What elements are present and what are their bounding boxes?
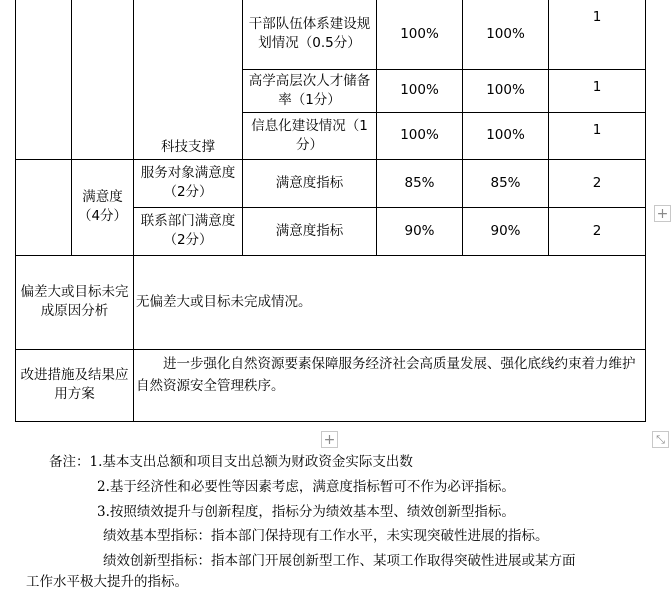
note-line: 绩效基本型指标：指本部门保持现有工作水平，未实现突破性进展的指标。 [103, 528, 549, 544]
indicator-cell: 信息化建设情况（1分） [243, 112, 377, 159]
note-line: 3.按照绩效提升与创新程度，指标分为绩效基本型、绩效创新型指标。 [97, 504, 515, 520]
score-cell: 1 [549, 112, 646, 159]
deviation-label: 偏差大或目标未完成原因分析 [16, 255, 134, 349]
category-cell [16, 159, 72, 255]
target-cell: 90% [377, 207, 463, 255]
resize-corner-icon[interactable]: ⤡ [652, 431, 669, 448]
score-cell: 2 [549, 159, 646, 207]
table-row [16, 69, 646, 112]
indicator-cell: 满意度指标 [243, 207, 377, 255]
improvement-label: 改进措施及结果应用方案 [16, 349, 134, 421]
target-cell: 100% [377, 69, 463, 112]
table-row [16, 112, 646, 159]
indicator-cell: 满意度指标 [243, 159, 377, 207]
subcategory-cell: 服务对象满意度（2分） [134, 159, 243, 207]
target-cell: 100% [377, 0, 463, 69]
note-line: 2.基于经济性和必要性等因素考虑，满意度指标暂可不作为必评指标。 [97, 479, 515, 495]
category-cell [72, 0, 134, 69]
actual-cell: 85% [463, 159, 549, 207]
improvement-content: 进一步强化自然资源要素保障服务经济社会高质量发展、强化底线约束着力维护自然资源安全管理秩序。 [134, 349, 646, 421]
table-row [16, 0, 646, 69]
deviation-row [16, 255, 646, 349]
satisfaction-category-cell: 满意度（4分） [72, 159, 134, 255]
indicator-cell: 高学高层次人才储备率（1分） [243, 69, 377, 112]
add-row-icon[interactable]: + [321, 431, 338, 448]
indicator-cell: 干部队伍体系建设规划情况（0.5分） [243, 0, 377, 69]
score-cell: 1 [549, 69, 646, 112]
note-line: 备注：1.基本支出总额和项目支出总额为财政资金实际支出数 [49, 454, 413, 470]
table-row [16, 159, 646, 207]
subcategory-cell: 科技支撑 [134, 112, 243, 159]
note-line: 工作水平极大提升的指标。 [26, 574, 188, 590]
actual-cell: 100% [463, 0, 549, 69]
performance-table [15, 0, 646, 422]
target-cell: 100% [377, 112, 463, 159]
score-cell: 2 [549, 207, 646, 255]
subcategory-cell: 联系部门满意度（2分） [134, 207, 243, 255]
actual-cell: 100% [463, 112, 549, 159]
note-line: 绩效创新型指标：指本部门开展创新型工作、某项工作取得突破性进展或某方面 [103, 553, 576, 569]
actual-cell: 100% [463, 69, 549, 112]
score-cell: 1 [549, 0, 646, 69]
actual-cell: 90% [463, 207, 549, 255]
subcategory-cell [134, 0, 243, 69]
add-column-icon[interactable]: + [654, 205, 671, 222]
deviation-content: 无偏差大或目标未完成情况。 [134, 255, 646, 349]
improvement-row [16, 349, 646, 421]
category-cell [16, 0, 72, 69]
target-cell: 85% [377, 159, 463, 207]
